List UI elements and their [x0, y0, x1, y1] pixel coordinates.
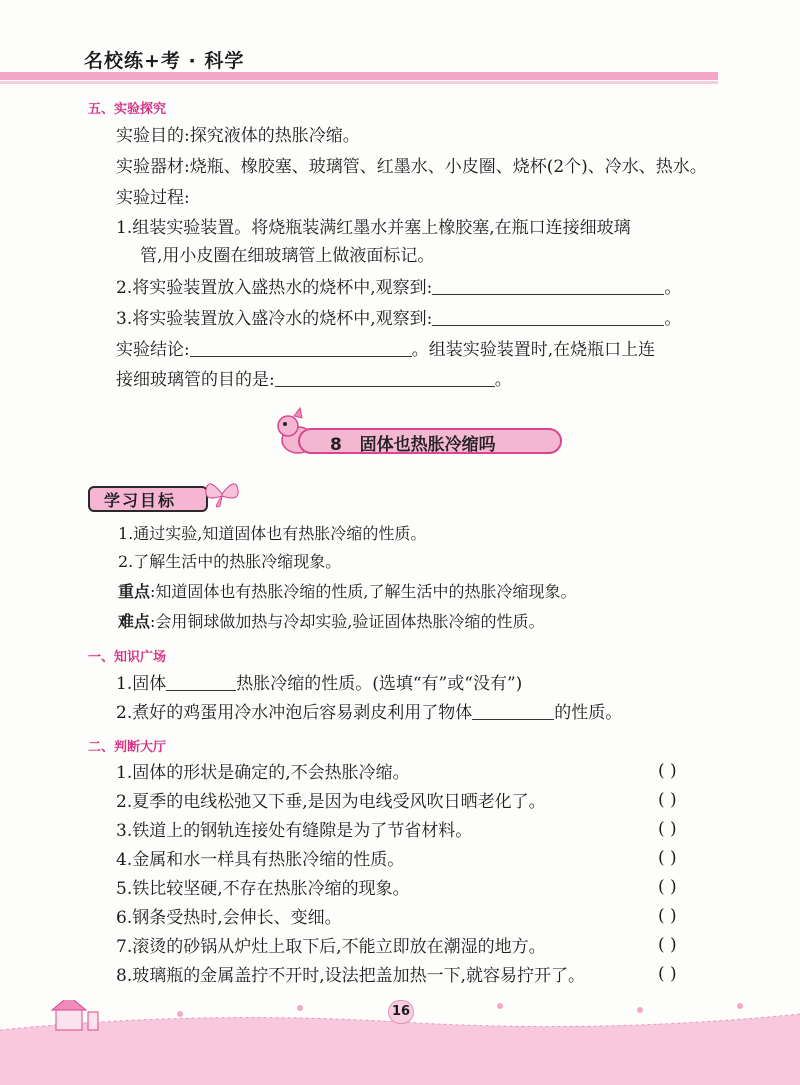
- goal-item-1: 1.通过实验,知道固体也有热胀冷缩的性质。: [118, 524, 427, 543]
- butterfly-icon: [202, 476, 242, 512]
- judge-answer-1[interactable]: ( ): [658, 761, 677, 781]
- header-title: 名校练+考 · 科学: [84, 50, 245, 72]
- header-band: [0, 72, 718, 80]
- section1-q2: [116, 701, 622, 725]
- judge-item-2: 2.夏季的电线松弛又下垂,是因为电线受风吹日晒老化了。: [116, 792, 546, 812]
- difficult-point-text: :会用铜球做加热与冷却实验,验证固体热胀冷缩的性质。: [150, 612, 545, 631]
- section2-heading: 二、判断大厅: [88, 740, 167, 755]
- key-point: [118, 580, 577, 604]
- experiment-process-label: 实验过程:: [116, 188, 190, 208]
- judge-item-1: 1.固体的形状是确定的,不会热胀冷缩。: [116, 763, 410, 783]
- judge-answer-7[interactable]: ( ): [658, 935, 677, 955]
- judge-item-6: 6.钢条受热时,会伸长、变细。: [116, 908, 342, 928]
- step1-line2: 管,用小皮圈在细玻璃管上做液面标记。: [140, 246, 435, 266]
- goal-item-2: 2.了解生活中的热胀冷缩现象。: [118, 552, 342, 571]
- conclusion-mid: 。组装实验装置时,在烧瓶口上连: [411, 340, 656, 360]
- goals-label: 学习目标: [104, 491, 177, 510]
- period: 。: [664, 278, 682, 298]
- section1-q1: [116, 672, 522, 696]
- experiment-purpose: 实验目的:探究液体的热胀冷缩。: [116, 126, 360, 146]
- difficult-point: [118, 610, 545, 634]
- judge-item-5: 5.铁比较坚硬,不存在热胀冷缩的现象。: [116, 879, 410, 899]
- conclusion-end: 接细玻璃管的目的是:: [116, 370, 275, 390]
- experiment-materials: 实验器材:烧瓶、橡胶塞、玻璃管、红墨水、小皮圈、烧杯(2个)、冷水、热水。: [116, 157, 707, 177]
- period: 。: [494, 370, 512, 390]
- step2-text: 2.将实验装置放入盛热水的烧杯中,观察到:: [116, 278, 433, 298]
- q2-text-a: 2.煮好的鸡蛋用冷水冲泡后容易剥皮利用了物体: [116, 703, 473, 723]
- difficult-point-label: 难点: [118, 612, 151, 631]
- conclusion-answer-blank[interactable]: [190, 338, 412, 357]
- judge-answer-6[interactable]: ( ): [658, 906, 677, 926]
- step3-answer-blank[interactable]: [432, 307, 664, 326]
- judge-item-3: 3.铁道上的钢轨连接处有缝隙是为了节省材料。: [116, 821, 473, 841]
- judge-item-4: 4.金属和水一样具有热胀冷缩的性质。: [116, 850, 405, 870]
- step2-question: [116, 276, 681, 300]
- house-icon: [52, 1000, 98, 1030]
- q2-text-b: 的性质。: [554, 703, 623, 723]
- q1-text-b: 热胀冷缩的性质。(选填“有”或“没有”): [236, 674, 523, 694]
- conclusion-line1: [116, 338, 655, 362]
- judge-answer-4[interactable]: ( ): [658, 848, 677, 868]
- conclusion-label: 实验结论:: [116, 340, 190, 360]
- q2-answer-blank[interactable]: [472, 701, 554, 720]
- step3-question: [116, 307, 681, 331]
- judge-answer-3[interactable]: ( ): [658, 819, 677, 839]
- period: 。: [664, 309, 682, 329]
- step1-line1: 1.组装实验装置。将烧瓶装满红墨水并塞上橡胶塞,在瓶口连接细玻璃: [116, 218, 631, 238]
- lesson-number: 8: [330, 435, 342, 455]
- judge-item-7: 7.滚烫的砂锅从炉灶上取下后,不能立即放在潮湿的地方。: [116, 937, 546, 957]
- judge-answer-5[interactable]: ( ): [658, 877, 677, 897]
- lesson-title: [330, 430, 496, 455]
- purpose-answer-blank[interactable]: [275, 368, 495, 387]
- q1-answer-blank[interactable]: [166, 672, 236, 691]
- lesson-title-text: 固体也热胀冷缩吗: [359, 435, 496, 455]
- page-number: 16: [388, 1000, 414, 1024]
- conclusion-line2: [116, 368, 512, 392]
- judge-answer-2[interactable]: ( ): [658, 790, 677, 810]
- step3-text: 3.将实验装置放入盛冷水的烧杯中,观察到:: [116, 309, 433, 329]
- q1-text-a: 1.固体: [116, 674, 167, 694]
- section1-heading: 一、知识广场: [88, 650, 167, 665]
- key-point-text: :知道固体也有热胀冷缩的性质,了解生活中的热胀冷缩现象。: [150, 582, 577, 601]
- judge-item-8: 8.玻璃瓶的金属盖拧不开时,设法把盖加热一下,就容易拧开了。: [116, 966, 586, 986]
- section5-heading: 五、实验探究: [88, 102, 167, 117]
- key-point-label: 重点: [118, 582, 151, 601]
- step2-answer-blank[interactable]: [432, 276, 664, 295]
- judge-answer-8[interactable]: ( ): [658, 964, 677, 984]
- header-band-thin: [0, 81, 718, 84]
